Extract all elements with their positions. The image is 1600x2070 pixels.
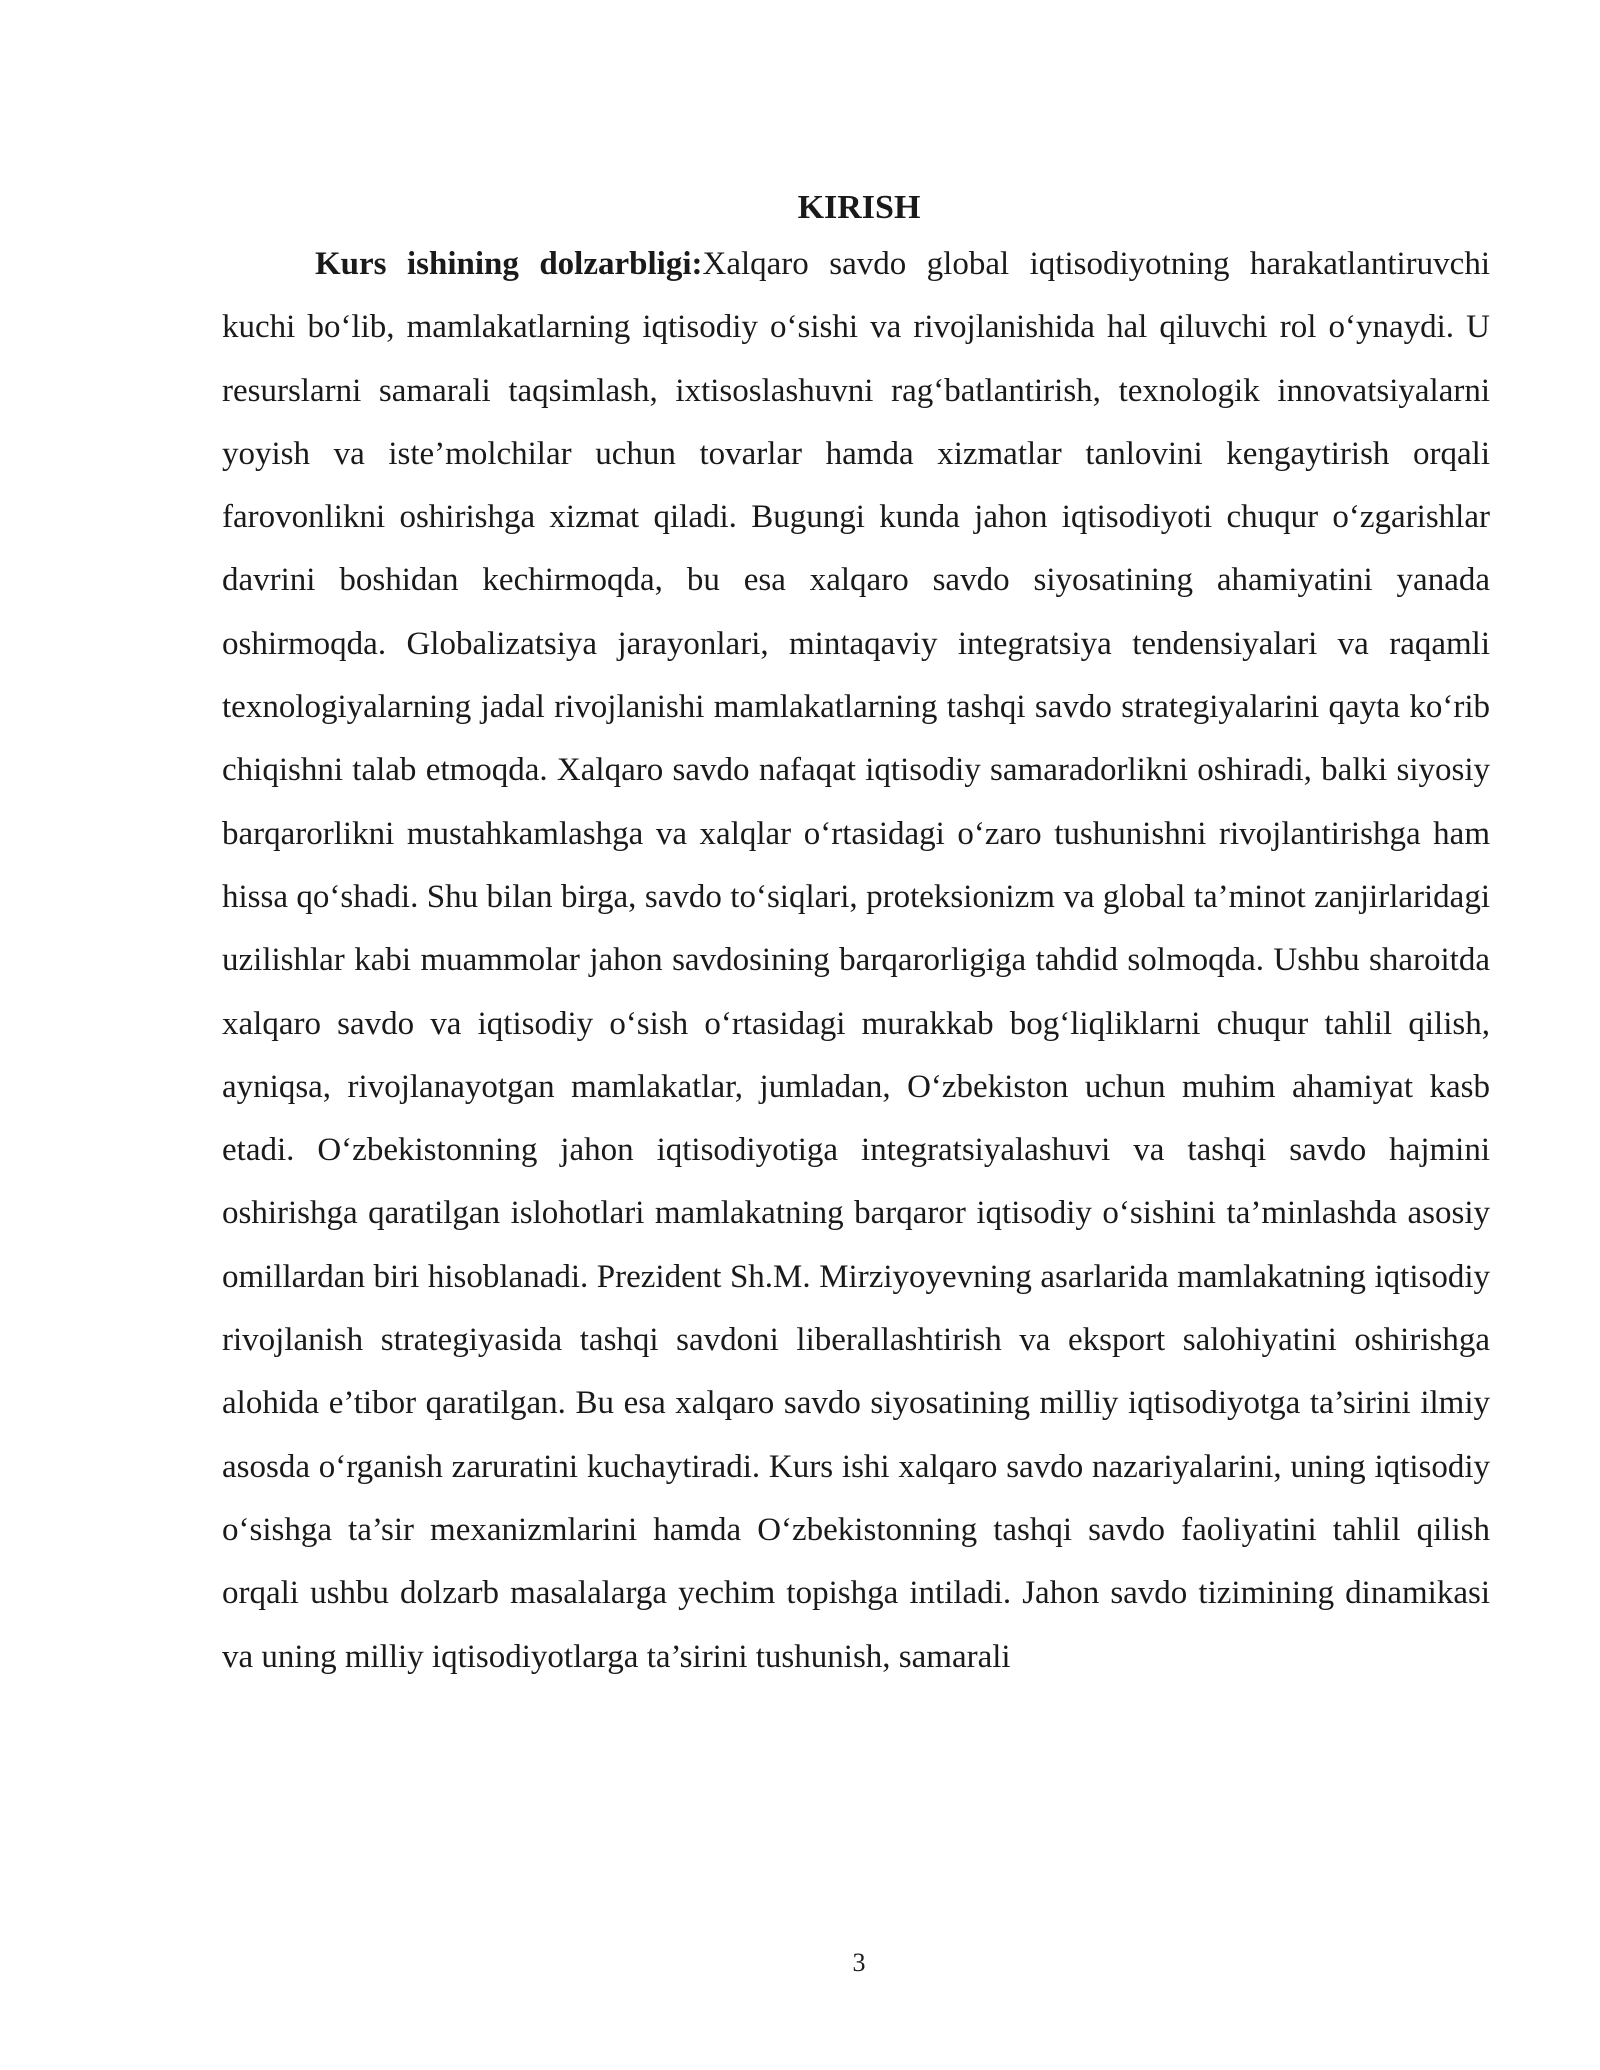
lead-label: Kurs ishining dolzarbligi: — [315, 246, 703, 282]
section-heading: KIRISH — [797, 189, 921, 226]
page-number: 3 — [852, 1948, 866, 1977]
paragraph-text: Xalqaro savdo global iqtisodiyotning harakatlantiruvchi kuchi bo‘lib, mamlakatlarning iqtisodiy o‘sishi va rivojlanishida hal qiluvchi rol o‘ynaydi. U resurslarni samarali taqsimlash, ixtisoslashuvni rag‘batlantirish, texnologik innovatsiyalarni yoyish va iste’molchilar uchun tovarlar hamda xizmatlar tanlovini kengaytirish orqali farovonlikni oshirishga xizmat qiladi. Bugungi kunda jahon iqtisodiyoti chuqur o‘zgarishlar davrini boshidan kechirmoqda, bu esa xalqaro savdo siyosatining ahamiyatini yanada oshirmoqda. Globalizatsiya jarayonlari, mintaqaviy integratsiya tendensiyalari va raqamli texnologiyalarning jadal rivojlanishi mamlakatlarning tashqi savdo strategiyalarini qayta ko‘rib chiqishni talab etmoqda. Xalqaro savdo nafaqat iqtisodiy samaradorlikni oshiradi, balki siyosiy barqarorlikni mustahkamlashga va xalqlar o‘rtasidagi o‘zaro tushunishni rivojlantirishga ham hissa qo‘shadi. Shu bilan birga, savdo to‘siqlari, proteksionizm va global ta’minot zanjirlaridagi uzilishlar kabi muammolar jahon savdosining barqarorligiga tahdid solmoqda. Ushbu sharoitda xalqaro savdo va iqtisodiy o‘sish o‘rtasidagi murakkab bog‘liqliklarni chuqur tahlil qilish, ayniqsa, rivojlanayotgan mamlakatlar, jumladan, O‘zbekiston uchun muhim ahamiyat kasb etadi. O‘zbekistonning jahon iqtisodiyotiga integratsiyalashuvi va tashqi savdo hajmini oshirishga qaratilgan islohotlari mamlakatning barqaror iqtisodiy o‘sishini ta’minlashda asosiy omillardan biri hisoblanadi. Prezident Sh.M. Mirziyoyevning asarlarida mamlakatning iqtisodiy rivojlanish strategiyasida tashqi savdoni liberallashtirish va eksport salohiyatini oshirishga alohida e’tibor qaratilgan. Bu esa xalqaro savdo siyosatining milliy iqtisodiyotga ta’sirini ilmiy asosda o‘rganish zaruratini kuchaytiradi. Kurs ishi xalqaro savdo nazariyalarini, uning iqtisodiy o‘sishga ta’sir mexanizmlarini hamda O‘zbekistonning tashqi savdo faoliyatini tahlil qilish orqali ushbu dolzarb masalalarga yechim topishga intiladi. Jahon savdo tizimining dinamikasi va uning milliy iqtisodiyotlarga ta’sirini tushunish, samarali — [222, 246, 1490, 1675]
body-paragraph — [222, 233, 1490, 1689]
